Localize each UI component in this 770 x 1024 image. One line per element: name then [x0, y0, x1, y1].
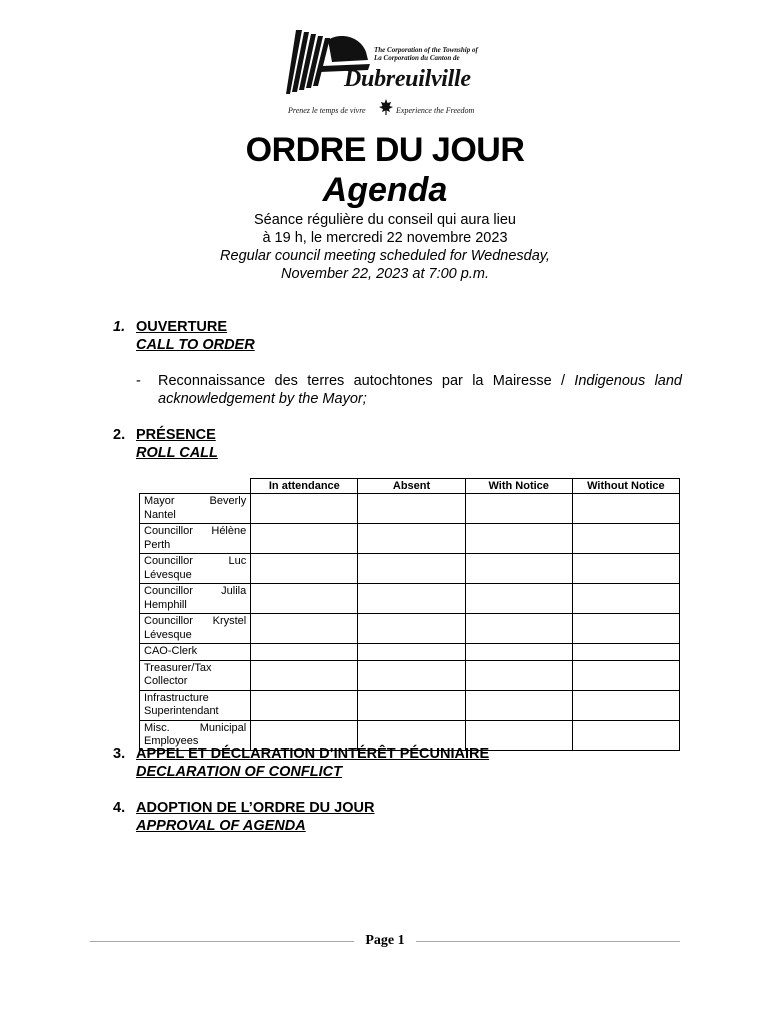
- township-name: Dubreuilville: [344, 66, 471, 92]
- attendee-name-part: CAO-Clerk: [144, 645, 198, 657]
- table-row: [140, 660, 680, 690]
- land-acknowledgement-bullet: [136, 372, 682, 408]
- tagline-fr: Prenez le temps de vivre: [288, 106, 366, 115]
- tagline-en: Experience the Freedom: [396, 106, 475, 115]
- agenda-item-3: [113, 745, 489, 781]
- attendee-name-part: Councillor: [144, 585, 193, 597]
- attendance-cell[interactable]: [465, 524, 572, 554]
- attendance-cell[interactable]: [358, 644, 465, 661]
- attendee-name-cell: [140, 614, 251, 644]
- attendee-name-part: Luc: [228, 555, 247, 567]
- table-row: [140, 494, 680, 524]
- session-line-3: Regular council meeting scheduled for Wednesday,: [220, 248, 550, 264]
- table-header-row: [140, 479, 680, 494]
- item-title-en: APPROVAL OF AGENDA: [136, 818, 306, 834]
- attendee-name-part: Misc.: [144, 721, 170, 734]
- footer-rule-right: [416, 941, 680, 942]
- item-number: 3.: [113, 746, 126, 762]
- page-footer: [90, 932, 680, 952]
- attendee-name-part: Lévesque: [144, 628, 192, 641]
- column-header-without-notice: Without Notice: [572, 479, 679, 494]
- attendee-name-part: Councillor: [144, 555, 193, 567]
- attendee-name-cell: [140, 644, 251, 661]
- footer-rule-left: [90, 941, 354, 942]
- attendance-cell[interactable]: [251, 524, 358, 554]
- attendance-cell[interactable]: [572, 554, 679, 584]
- item-number: 4.: [113, 800, 126, 816]
- attendee-name-part: Perth: [144, 538, 171, 551]
- attendance-cell[interactable]: [572, 614, 679, 644]
- attendee-name-cell: [140, 584, 251, 614]
- attendee-name-cell: [140, 690, 251, 720]
- attendee-name-cell: [140, 660, 251, 690]
- attendee-name-part: Collector: [144, 675, 188, 687]
- township-logo: [282, 26, 492, 124]
- attendance-cell[interactable]: [572, 690, 679, 720]
- attendance-cell[interactable]: [251, 690, 358, 720]
- attendee-name-part: Hemphill: [144, 598, 187, 611]
- attendance-cell[interactable]: [465, 584, 572, 614]
- agenda-item-2: [113, 426, 218, 462]
- item-number: 2.: [113, 427, 126, 443]
- page-subtitle: Agenda: [322, 171, 448, 209]
- attendee-name-part: Nantel: [144, 508, 176, 521]
- item-title-en: DECLARATION OF CONFLICT: [136, 764, 342, 780]
- attendance-cell[interactable]: [251, 494, 358, 524]
- maple-leaf-icon: [379, 99, 393, 115]
- session-info: [0, 211, 770, 283]
- roll-call-table: [139, 478, 680, 751]
- attendee-name-part: Councillor: [144, 525, 193, 537]
- attendance-cell[interactable]: [251, 660, 358, 690]
- attendance-cell[interactable]: [572, 644, 679, 661]
- attendee-name-part: Councillor: [144, 615, 193, 627]
- session-line-1: Séance régulière du conseil qui aura lieu: [254, 212, 516, 228]
- attendance-cell[interactable]: [465, 644, 572, 661]
- attendee-name-part: Treasurer/Tax: [144, 661, 212, 674]
- item-title-fr: OUVERTURE: [136, 319, 228, 335]
- corp-line-fr: La Corporation du Canton de: [374, 54, 460, 62]
- attendance-cell[interactable]: [251, 614, 358, 644]
- attendance-cell[interactable]: [251, 644, 358, 661]
- attendee-name-part: Municipal: [199, 721, 247, 734]
- attendance-cell[interactable]: [465, 660, 572, 690]
- attendee-name-part: Infrastructure: [144, 691, 209, 704]
- corp-line-en: The Corporation of the Township of: [374, 46, 478, 54]
- attendee-name-cell: [140, 524, 251, 554]
- session-line-4: November 22, 2023 at 7:00 p.m.: [281, 266, 489, 282]
- attendance-cell[interactable]: [572, 524, 679, 554]
- attendance-cell[interactable]: [572, 660, 679, 690]
- attendee-name-part: Superintendant: [144, 705, 219, 717]
- agenda-item-1: [113, 318, 255, 354]
- attendance-cell[interactable]: [358, 660, 465, 690]
- attendance-cell[interactable]: [358, 690, 465, 720]
- attendance-cell[interactable]: [465, 554, 572, 584]
- attendance-cell[interactable]: [358, 494, 465, 524]
- table-row: [140, 644, 680, 661]
- attendance-cell[interactable]: [465, 494, 572, 524]
- item-title-fr: APPEL ET DÉCLARATION D’INTÉRÊT PÉCUNIAIRE: [136, 746, 490, 762]
- page-number: Page 1: [365, 933, 405, 948]
- table-row: [140, 690, 680, 720]
- attendee-name-part: Hélène: [211, 525, 247, 537]
- attendance-cell[interactable]: [251, 554, 358, 584]
- table-corner: [140, 479, 251, 494]
- attendance-cell[interactable]: [358, 584, 465, 614]
- attendee-name-part: Krystel: [212, 615, 247, 627]
- table-row: [140, 584, 680, 614]
- attendee-name-part: Employees: [144, 735, 199, 747]
- bullet-dash: -: [136, 373, 141, 389]
- table-row: [140, 524, 680, 554]
- attendee-name-cell: [140, 494, 251, 524]
- column-header-with-notice: With Notice: [465, 479, 572, 494]
- session-line-2: à 19 h, le mercredi 22 novembre 2023: [262, 230, 508, 246]
- attendee-name-part: Mayor: [144, 495, 175, 507]
- column-header-in-attendance: In attendance: [251, 479, 358, 494]
- bullet-text-en: Indigenous land acknowledgement by the Mayor;: [158, 373, 682, 407]
- item-number: 1.: [113, 319, 126, 335]
- attendance-cell[interactable]: [358, 554, 465, 584]
- attendee-name-part: Beverly: [209, 495, 247, 507]
- item-title-en: CALL TO ORDER: [136, 337, 255, 353]
- attendance-cell[interactable]: [465, 690, 572, 720]
- table-row: [140, 554, 680, 584]
- attendee-name-part: Lévesque: [144, 568, 192, 581]
- attendance-cell[interactable]: [572, 494, 679, 524]
- bullet-text-fr: Reconnaissance des terres autochtones par la Mairesse /: [158, 373, 575, 389]
- attendance-cell[interactable]: [251, 584, 358, 614]
- attendance-cell[interactable]: [572, 584, 679, 614]
- attendance-cell[interactable]: [358, 524, 465, 554]
- attendance-cell[interactable]: [465, 614, 572, 644]
- attendee-name-part: Julila: [221, 585, 247, 597]
- page-title: ORDRE DU JOUR: [245, 131, 525, 169]
- attendee-name-cell: [140, 554, 251, 584]
- column-header-absent: Absent: [358, 479, 465, 494]
- attendance-cell[interactable]: [572, 720, 679, 750]
- item-title-en: ROLL CALL: [136, 445, 218, 461]
- attendance-cell[interactable]: [358, 614, 465, 644]
- item-title-fr: ADOPTION DE L’ORDRE DU JOUR: [136, 800, 375, 816]
- agenda-item-4: [113, 799, 374, 835]
- table-row: [140, 614, 680, 644]
- item-title-fr: PRÉSENCE: [136, 427, 216, 443]
